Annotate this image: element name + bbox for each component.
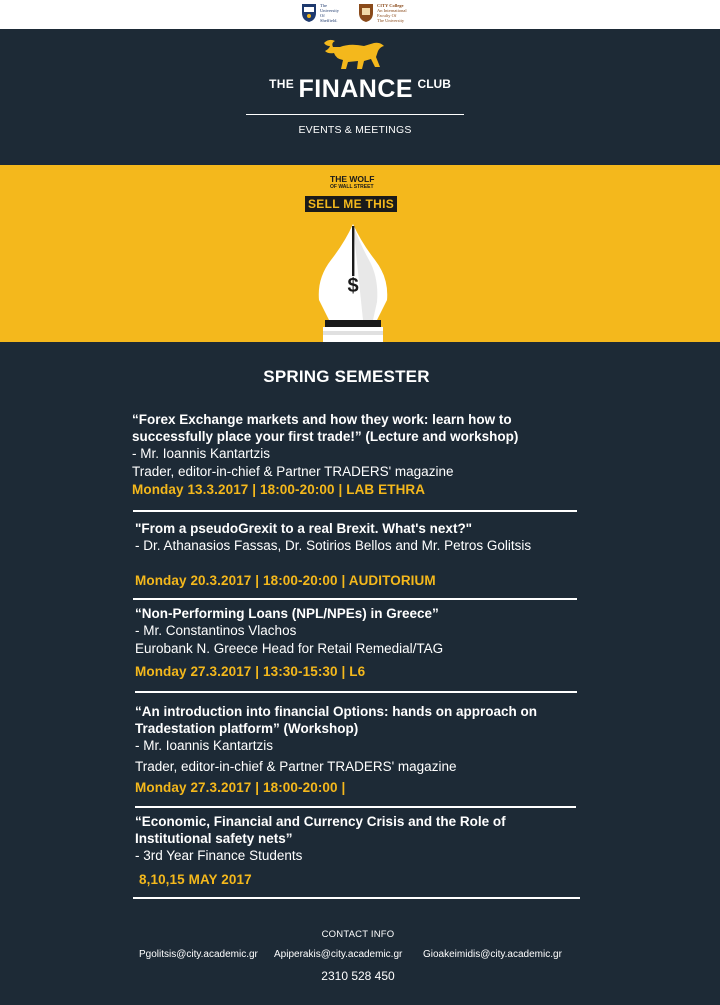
club-title-the: THE [269,77,295,91]
email-golitsis-link[interactable]: Pgolitsis@city.academic.gr [139,949,258,960]
event-2-schedule: Monday 20.3.2017 | 18:00-20:00 | AUDITORIUM [135,572,436,588]
city-text-4: The University [377,18,405,23]
pen-dollar-sign: $ [347,275,359,297]
event-4-schedule: Monday 27.3.2017 | 18:00-20:00 | [135,780,346,795]
header-divider [246,114,464,115]
event-3-title: “Non-Performing Loans (NPL/NPEs) in Greece” [135,606,439,621]
event-4-speaker: - Mr. Ioannis Kantartzis [135,738,274,753]
sell-me-this-label: SELL ME THIS [305,196,397,212]
event-3-speaker-role: Eurobank N. Greece Head for Retail Remedial/TAG [135,640,444,656]
wolf-of-wall-street-logo [330,175,374,190]
event-4-title-line-2: Tradestation platform” (Workshop) [135,721,359,736]
city-text-2: An International [377,8,407,13]
event-1-speaker-role: Trader, editor-in-chief & Partner TRADERS' magazine [132,463,454,479]
event-2-title: "From a pseudoGrexit to a real Brexit. What's next?" [135,521,473,536]
event-4-speaker-role: Trader, editor-in-chief & Partner TRADERS' magazine [135,758,457,774]
event-5-title-line-2: Institutional safety nets” [135,831,293,846]
city-college-crest-icon [358,3,374,23]
contact-heading: CONTACT INFO [321,929,395,940]
contact-phone[interactable]: 2310 528 450 [321,969,395,983]
event-5-speakers: - 3rd Year Finance Students [135,848,303,863]
event-3-divider [135,691,577,693]
sheffield-text-2: University [320,8,339,13]
wolf-line-2: OF WALL STREET [330,184,374,190]
event-2-divider [133,598,577,600]
fountain-pen-nib-icon [303,220,403,342]
sheffield-text-1: The [320,3,327,8]
event-3 [135,605,443,680]
event-1 [132,411,518,498]
event-5 [135,813,506,888]
email-piperakis-link[interactable]: Apiperakis@city.academic.gr [274,949,403,960]
event-4-title-line-1: “An introduction into financial Options: hands on approach on [135,704,537,719]
event-3-schedule: Monday 27.3.2017 | 13:30-15:30 | L6 [135,664,366,679]
club-title-club: CLUB [417,77,451,91]
event-4 [135,703,537,796]
event-5-divider [133,897,580,899]
event-4-divider [135,806,576,808]
event-1-title-line-2: successfully place your first trade!” (Lecture and workshop) [132,429,519,444]
email-ioakeimidis-link[interactable]: Gioakeimidis@city.academic.gr [423,949,562,960]
event-1-title-line-1: “Forex Exchange markets and how they work: learn how to [132,412,512,427]
event-5-schedule: 8,10,15 MAY 2017 [139,871,252,887]
club-title-finance: FINANCE [298,75,414,103]
sheffield-logo [301,3,339,23]
logo-strip [0,0,720,29]
event-1-speaker: - Mr. Ioannis Kantartzis [132,446,271,461]
semester-heading: SPRING SEMESTER [263,367,430,386]
event-1-schedule: Monday 13.3.2017 | 18:00-20:00 | LAB ETHRA [132,482,426,497]
event-2 [135,520,531,589]
sheffield-text-3: Of [320,13,325,18]
city-text-1: CITY College [377,3,404,8]
wolf-line-1: THE WOLF [330,174,375,184]
event-5-title-line-1: “Economic, Financial and Currency Crisis and the Role of [135,814,506,829]
event-3-speaker: - Mr. Constantinos Vlachos [135,623,297,638]
city-college-logo [358,3,407,23]
sheffield-text-4: Sheffield. [320,18,338,23]
club-title [0,75,720,104]
city-text-3: Faculty Of [377,13,397,18]
sheffield-crest-icon [301,3,317,23]
header-subtitle: EVENTS & MEETINGS [298,124,412,136]
bull-icon [320,37,388,75]
event-2-speakers: - Dr. Athanasios Fassas, Dr. Sotirios Bellos and Mr. Petros Golitsis [135,538,532,553]
event-1-divider [133,510,577,512]
